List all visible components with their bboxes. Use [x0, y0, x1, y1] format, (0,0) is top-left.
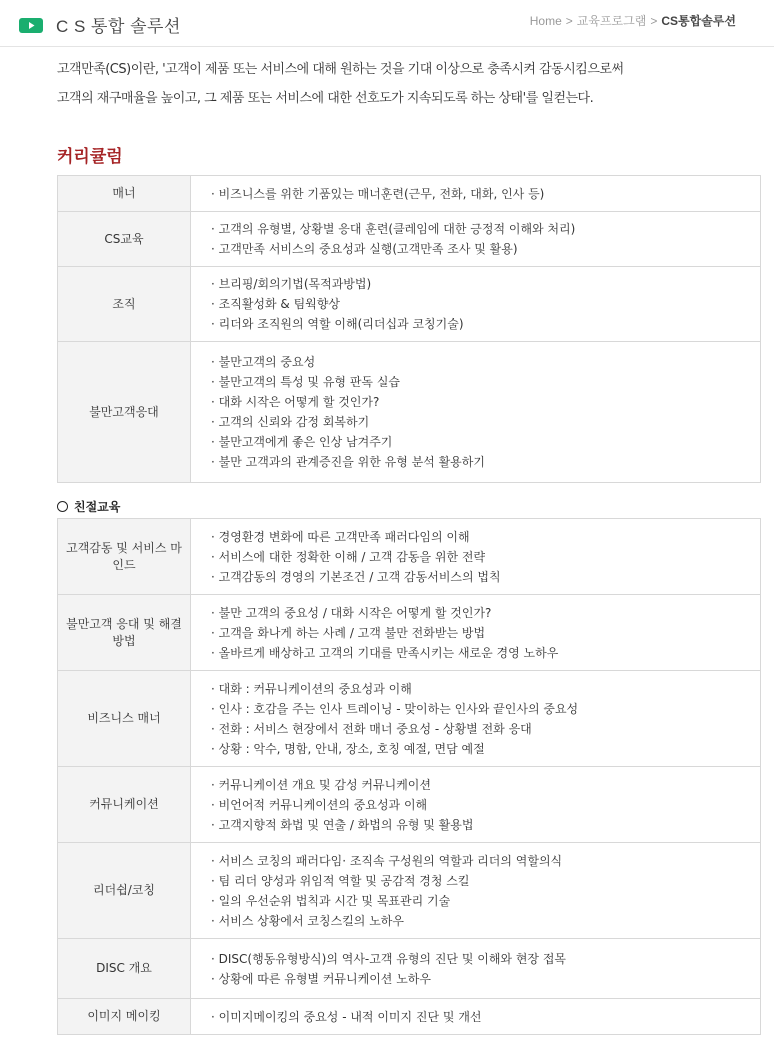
- row-label: 이미지 메이킹: [58, 999, 191, 1035]
- row-content: [191, 519, 761, 595]
- breadcrumb-current: CS통합솔루션: [661, 14, 736, 28]
- list-item: · 브리핑/회의기법(목적과방법): [211, 274, 760, 294]
- row-content: [191, 212, 761, 267]
- list-item: · 고객의 신뢰와 감정 회복하기: [211, 412, 760, 432]
- table-row: [58, 267, 761, 342]
- list-item: · 비즈니스를 위한 기품있는 매너훈련(근무, 전화, 대화, 인사 등): [211, 184, 760, 204]
- list-item: · 고객감동의 경영의 기본조건 / 고객 감동서비스의 법칙: [211, 567, 760, 587]
- list-item: · 전화 : 서비스 현장에서 전화 매너 중요성 - 상황별 전화 응대: [211, 719, 760, 739]
- row-label: 커뮤니케이션: [58, 767, 191, 843]
- list-item: · 고객지향적 화법 및 연출 / 화법의 유형 및 활용법: [211, 815, 760, 835]
- breadcrumb-programs-link[interactable]: 교육프로그램: [576, 14, 647, 28]
- list-item: · 고객의 유형별, 상황별 응대 훈련(클레임에 대한 긍정적 이해와 처리): [211, 219, 760, 239]
- list-item: · 서비스 코칭의 패러다임· 조직속 구성원의 역할과 리더의 역할의식: [211, 851, 760, 871]
- list-item: · 인사 : 호감을 주는 인사 트레이닝 - 맞이하는 인사와 끝인사의 중요성: [211, 699, 760, 719]
- row-label: 불만고객 응대 및 해결방법: [58, 595, 191, 671]
- list-item: · 고객만족 서비스의 중요성과 실행(고객만족 조사 및 활용): [211, 239, 760, 259]
- play-icon: [19, 18, 43, 33]
- list-item: · 상황 : 악수, 명함, 안내, 장소, 호칭 예절, 면담 예절: [211, 739, 760, 759]
- row-label: CS교육: [58, 212, 191, 267]
- kindness-table: [57, 518, 761, 1035]
- list-item: · DISC(행동유형방식)의 역사-고객 유형의 진단 및 이해와 현장 접목: [211, 949, 760, 969]
- list-item: · 리더와 조직원의 역할 이해(리더십과 코칭기술): [211, 314, 760, 334]
- table-row: [58, 999, 761, 1035]
- list-item: · 일의 우선순위 법칙과 시간 및 목표관리 기술: [211, 891, 760, 911]
- list-item: · 대화 시작은 어떻게 할 것인가?: [211, 392, 760, 412]
- page-header: [0, 0, 774, 46]
- curriculum-table: [57, 175, 761, 483]
- row-content: [191, 595, 761, 671]
- page-title: C S 통합 솔루션: [56, 17, 181, 36]
- row-content: [191, 176, 761, 212]
- list-item: · 올바르게 배상하고 고객의 기대를 만족시키는 새로운 경영 노하우: [211, 643, 760, 663]
- row-label: 불만고객응대: [58, 342, 191, 483]
- table-row: [58, 767, 761, 843]
- list-item: · 상황에 따른 유형별 커뮤니케이션 노하우: [211, 969, 760, 989]
- list-item: · 대화 : 커뮤니케이션의 중요성과 이해: [211, 679, 760, 699]
- row-label: 고객감동 및 서비스 마인드: [58, 519, 191, 595]
- row-content: [191, 843, 761, 939]
- table-row: [58, 671, 761, 767]
- list-item: · 불만고객의 특성 및 유형 판독 실습: [211, 372, 760, 392]
- breadcrumb-separator: >: [650, 14, 658, 28]
- breadcrumb: [530, 12, 736, 29]
- kindness-title-text: 친절교육: [74, 500, 121, 514]
- list-item: · 불만고객의 중요성: [211, 352, 760, 372]
- curriculum-title: 커리큘럼: [57, 147, 123, 167]
- list-item: · 조직활성화 & 팀웍향상: [211, 294, 760, 314]
- table-row: [58, 595, 761, 671]
- list-item: · 경영환경 변화에 따른 고객만족 패러다임의 이해: [211, 527, 760, 547]
- list-item: · 고객을 화나게 하는 사례 / 고객 불만 전화받는 방법: [211, 623, 760, 643]
- list-item: · 비언어적 커뮤니케이션의 중요성과 이해: [211, 795, 760, 815]
- row-label: 비즈니스 매너: [58, 671, 191, 767]
- table-row: [58, 342, 761, 483]
- list-item: · 팀 리더 양성과 위임적 역할 및 공감적 경청 스킬: [211, 871, 760, 891]
- table-row: [58, 212, 761, 267]
- breadcrumb-separator: >: [565, 14, 573, 28]
- row-label: DISC 개요: [58, 939, 191, 999]
- row-content: [191, 342, 761, 483]
- list-item: · 서비스 상황에서 코칭스킬의 노하우: [211, 911, 760, 931]
- table-row: [58, 176, 761, 212]
- list-item: · 불만 고객의 중요성 / 대화 시작은 어떻게 할 것인가?: [211, 603, 760, 623]
- row-label: 조직: [58, 267, 191, 342]
- breadcrumb-home-link[interactable]: Home: [529, 14, 562, 28]
- list-item: · 불만 고객과의 관계증진을 위한 유형 분석 활용하기: [211, 452, 760, 472]
- row-content: [191, 939, 761, 999]
- row-content: [191, 671, 761, 767]
- list-item: · 서비스에 대한 정확한 이해 / 고객 감동을 위한 전략: [211, 547, 760, 567]
- row-label: 매너: [58, 176, 191, 212]
- intro-line: 고객의 재구매율을 높이고, 그 제품 또는 서비스에 대한 선호도가 지속되도록 하는 상태'를 일컫는다.: [57, 91, 594, 106]
- table-row: [58, 939, 761, 999]
- row-content: [191, 999, 761, 1035]
- table-row: [58, 519, 761, 595]
- row-content: [191, 767, 761, 843]
- list-item: · 불만고객에게 좋은 인상 남겨주기: [211, 432, 760, 452]
- circle-bullet-icon: [57, 501, 68, 512]
- list-item: · 커뮤니케이션 개요 및 감성 커뮤니케이션: [211, 775, 760, 795]
- list-item: · 이미지메이킹의 중요성 - 내적 이미지 진단 및 개선: [211, 1007, 760, 1027]
- intro-line: 고객만족(CS)이란, '고객이 제품 또는 서비스에 대해 원하는 것을 기대 이상으로 충족시켜 감동시킴으로써: [57, 62, 624, 77]
- table-row: [58, 843, 761, 939]
- intro-text: [57, 55, 757, 113]
- row-content: [191, 267, 761, 342]
- row-label: 리더쉽/코칭: [58, 843, 191, 939]
- header-divider: [0, 46, 774, 47]
- kindness-title: [57, 498, 120, 515]
